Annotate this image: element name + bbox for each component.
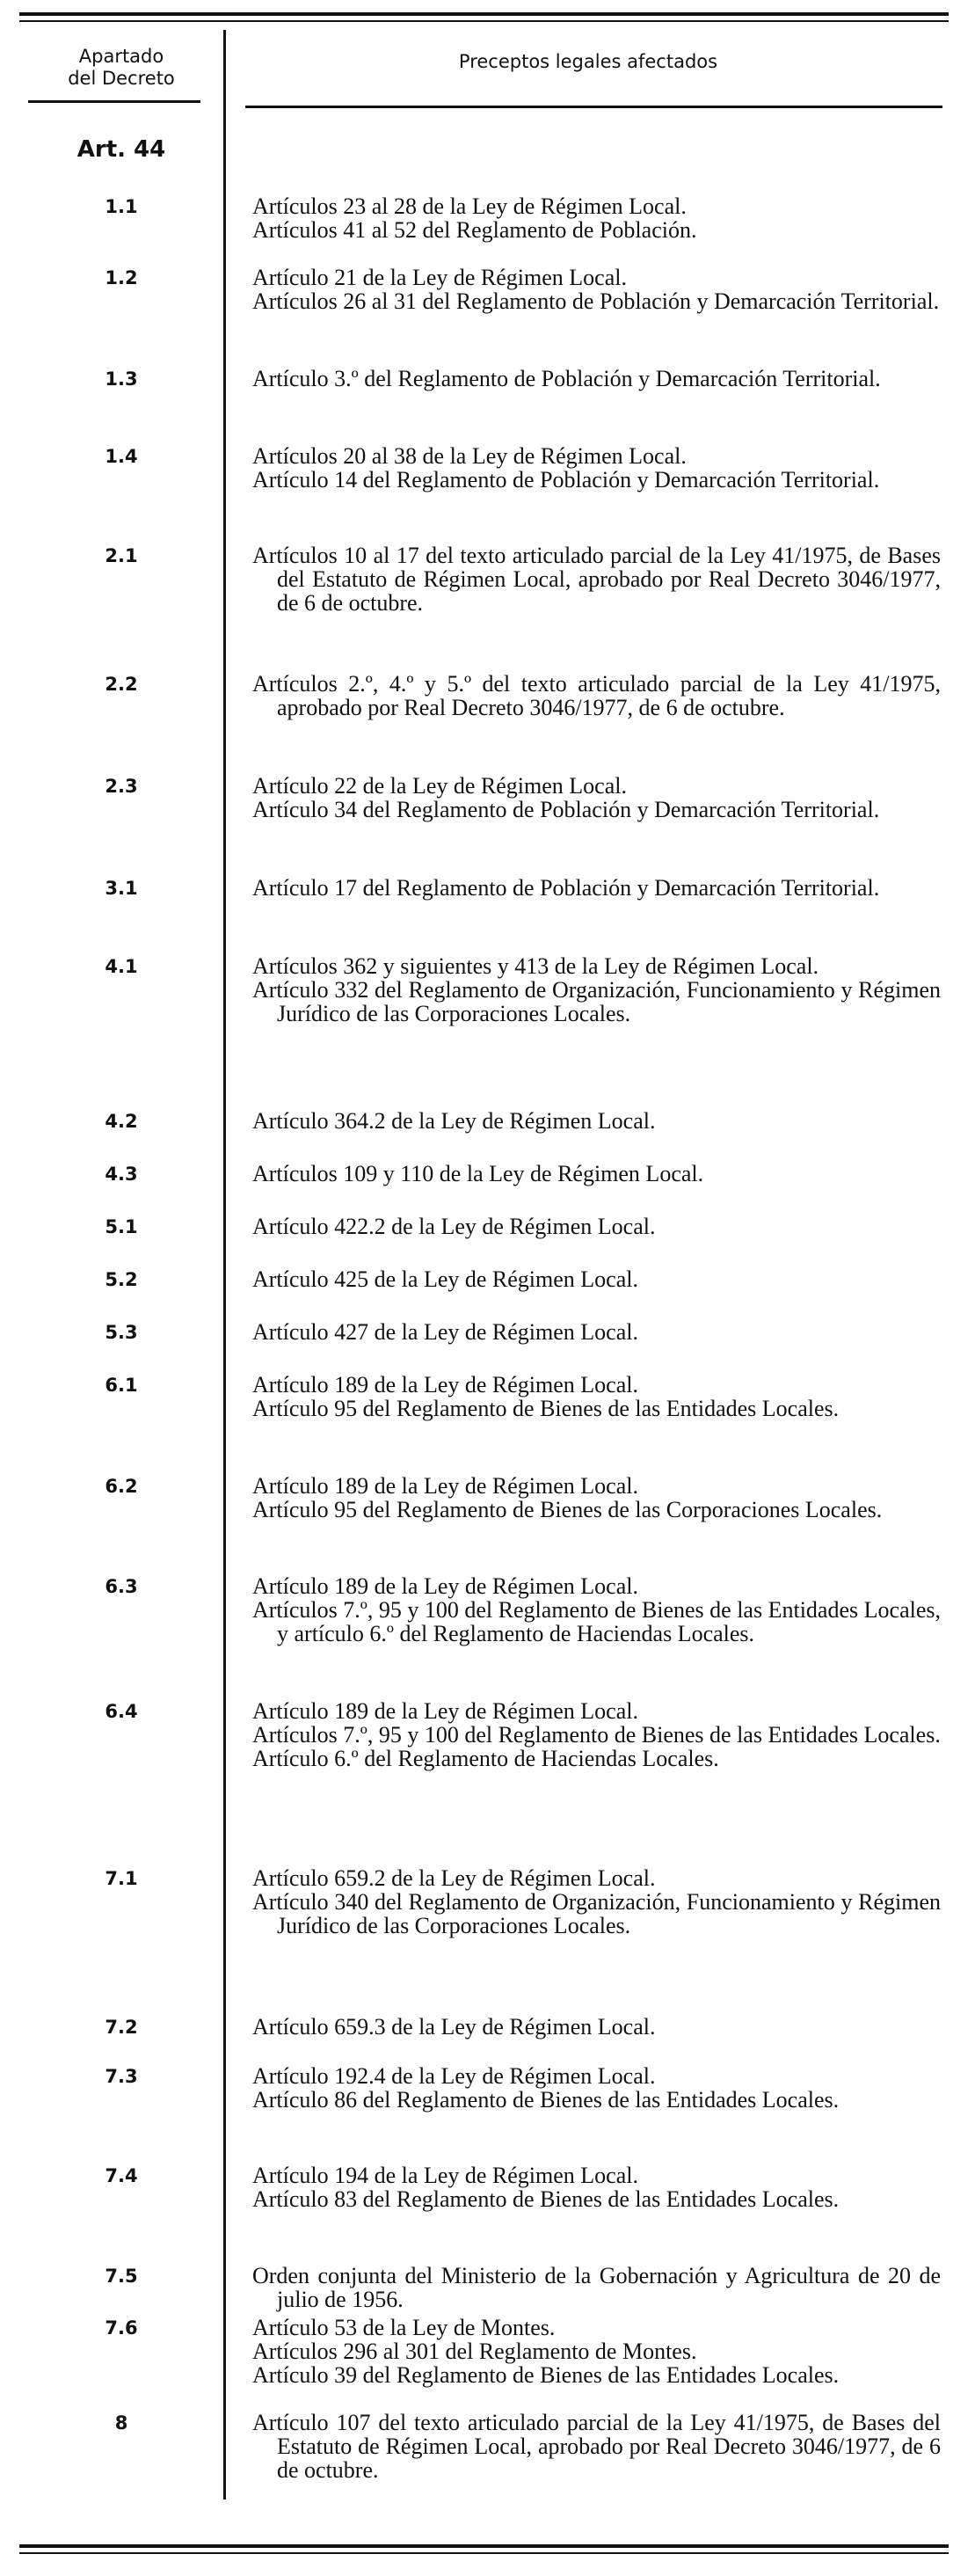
legal-reference: Artículo 425 de la Ley de Régimen Local. [252, 1266, 638, 1292]
row-references [252, 1215, 941, 1238]
column-header-preceptos: Preceptos legales afectados [458, 51, 718, 72]
legal-reference: Artículos 23 al 28 de la Ley de Régimen Local. [252, 193, 687, 219]
row-references [252, 672, 941, 719]
legal-reference: Artículos 41 al 52 del Reglamento de Población. [252, 217, 697, 243]
row-references [252, 2411, 941, 2482]
legal-reference: Artículos 26 al 31 del Reglamento de Población y Demarcación Territorial. [252, 288, 940, 314]
column-header-apartado-line2: del Decreto [68, 68, 175, 89]
legal-reference: Artículo 17 del Reglamento de Población y Demarcación Territorial. [252, 875, 880, 901]
row-number: 6.4 [105, 1701, 138, 1722]
legal-reference: Artículo 194 de la Ley de Régimen Local. [252, 2163, 638, 2188]
row-references [252, 367, 941, 390]
row-references [252, 1109, 941, 1133]
legal-reference: Artículo 86 del Reglamento de Bienes de las Entidades Locales. [252, 2087, 840, 2113]
legal-reference: Artículo 364.2 de la Ley de Régimen Local. [252, 1108, 656, 1134]
top-double-rule [19, 12, 949, 22]
row-number: 1.1 [105, 196, 138, 217]
row-number: 7.2 [105, 2017, 138, 2038]
row-references [252, 1162, 941, 1186]
legal-reference: Artículo 39 del Reglamento de Bienes de las Entidades Locales. [252, 2362, 840, 2388]
row-number: 7.4 [105, 2165, 138, 2186]
bottom-double-rule [19, 2544, 949, 2554]
row-references [252, 444, 941, 492]
row-references [252, 1866, 941, 1937]
legal-reference: Orden conjunta del Ministerio de la Gobernación y Agricultura de 20 de julio de 1956. [252, 2263, 941, 2312]
row-references [252, 266, 941, 313]
header-rule-left [28, 100, 200, 103]
row-references [252, 544, 941, 615]
row-number: 2.1 [105, 545, 138, 566]
row-number: 1.4 [105, 446, 138, 467]
column-header-apartado [19, 46, 223, 90]
legal-reference: Artículo 189 de la Ley de Régimen Local. [252, 1698, 638, 1724]
row-references [252, 1574, 941, 1646]
row-references [252, 2164, 941, 2211]
row-number: 4.2 [105, 1111, 138, 1132]
legal-reference: Artículo 6.º del Reglamento de Haciendas Locales. [252, 1746, 719, 1771]
legal-reference: Artículo 192.4 de la Ley de Régimen Local. [252, 2063, 656, 2089]
row-number: 7.3 [105, 2066, 138, 2087]
legal-reference: Artículo 34 del Reglamento de Población y Demarcación Territorial. [252, 797, 880, 822]
legal-reference: Artículo 659.2 de la Ley de Régimen Local. [252, 1865, 656, 1891]
legal-reference: Artículos 296 al 301 del Reglamento de Montes. [252, 2339, 697, 2364]
row-number: 6.2 [105, 1476, 138, 1497]
legal-reference: Artículo 189 de la Ley de Régimen Local. [252, 1473, 638, 1499]
legal-reference: Artículos 7.º, 95 y 100 del Reglamento de Bienes de las Entidades Locales. [252, 1722, 941, 1748]
row-references [252, 876, 941, 900]
legal-reference: Artículo 189 de la Ley de Régimen Local. [252, 1372, 638, 1397]
row-references [252, 2316, 941, 2387]
legal-reference: Artículo 21 de la Ley de Régimen Local. [252, 265, 627, 290]
legal-reference: Artículo 53 de la Ley de Montes. [252, 2315, 556, 2340]
row-number: 1.3 [105, 369, 138, 390]
row-references [252, 1474, 941, 1522]
legal-reference: Artículos 10 al 17 del texto articulado parcial de la Ley 41/1975, de Bases del Estatuto de Régimen Local, aprobado por Real Decreto 3046/1977, de 6 de octubre. [252, 543, 941, 616]
row-references [252, 954, 941, 1025]
document-page [19, 0, 949, 2576]
row-references [252, 774, 941, 821]
row-number: 7.1 [105, 1868, 138, 1889]
row-references [252, 2064, 941, 2112]
row-number: 2.2 [105, 674, 138, 695]
legal-reference: Artículos 20 al 38 de la Ley de Régimen Local. [252, 443, 687, 469]
legal-reference: Artículos 109 y 110 de la Ley de Régimen Local. [252, 1161, 704, 1186]
row-references [252, 1699, 941, 1770]
legal-reference: Artículo 332 del Reglamento de Organización, Funcionamiento y Régimen Jurídico de las Corporaciones Locales. [252, 977, 941, 1026]
row-number: 7.5 [105, 2266, 138, 2287]
row-number: 5.1 [105, 1216, 138, 1237]
column-header-apartado-line1: Apartado [78, 46, 164, 67]
row-number: 7.6 [105, 2317, 138, 2339]
legal-reference: Artículo 3.º del Reglamento de Población y Demarcación Territorial. [252, 366, 881, 391]
legal-reference: Artículo 107 del texto articulado parcial de la Ley 41/1975, de Bases del Estatuto de Régimen Local, aprobado por Real Decreto 3046/1977, de 6 de octubre. [252, 2410, 941, 2483]
row-number: 2.3 [105, 776, 138, 797]
row-number: 8 [114, 2412, 128, 2434]
legal-reference: Artículo 659.3 de la Ley de Régimen Local. [252, 2014, 656, 2040]
legal-reference: Artículos 362 y siguientes y 413 de la Ley de Régimen Local. [252, 953, 819, 979]
row-number: 4.3 [105, 1164, 138, 1185]
legal-reference: Artículo 422.2 de la Ley de Régimen Local. [252, 1214, 656, 1239]
row-number: 5.3 [105, 1322, 138, 1343]
row-number: 5.2 [105, 1269, 138, 1290]
legal-reference: Artículo 95 del Reglamento de Bienes de las Corporaciones Locales. [252, 1497, 883, 1522]
column-divider [223, 30, 226, 2499]
row-number: 1.2 [105, 267, 138, 288]
row-number: 3.1 [105, 878, 138, 899]
row-number: 6.3 [105, 1576, 138, 1597]
legal-reference: Artículo 14 del Reglamento de Población y Demarcación Territorial. [252, 467, 880, 493]
row-references [252, 1267, 941, 1291]
row-references [252, 1320, 941, 1344]
legal-reference: Artículo 22 de la Ley de Régimen Local. [252, 773, 627, 799]
legal-reference: Artículo 95 del Reglamento de Bienes de las Entidades Locales. [252, 1396, 840, 1421]
article-label: Art. 44 [76, 136, 166, 163]
legal-reference: Artículo 427 de la Ley de Régimen Local. [252, 1319, 638, 1345]
legal-reference: Artículo 189 de la Ley de Régimen Local. [252, 1573, 638, 1599]
row-number: 4.1 [105, 956, 138, 977]
row-references [252, 194, 941, 242]
legal-reference: Artículos 7.º, 95 y 100 del Reglamento de Bienes de las Entidades Locales, y artículo 6.º del Reglamento de Haciendas Locales. [252, 1597, 941, 1646]
row-references [252, 2264, 941, 2311]
legal-reference: Artículo 83 del Reglamento de Bienes de las Entidades Locales. [252, 2186, 840, 2212]
legal-reference: Artículos 2.º, 4.º y 5.º del texto articulado parcial de la Ley 41/1975, aprobado por Real Decreto 3046/1977, de 6 de octubre. [252, 671, 941, 720]
row-references [252, 2015, 941, 2039]
header-rule-right [245, 106, 942, 108]
row-references [252, 1373, 941, 1420]
legal-reference: Artículo 340 del Reglamento de Organización, Funcionamiento y Régimen Jurídico de las Corporaciones Locales. [252, 1889, 941, 1938]
row-number: 6.1 [105, 1375, 138, 1396]
